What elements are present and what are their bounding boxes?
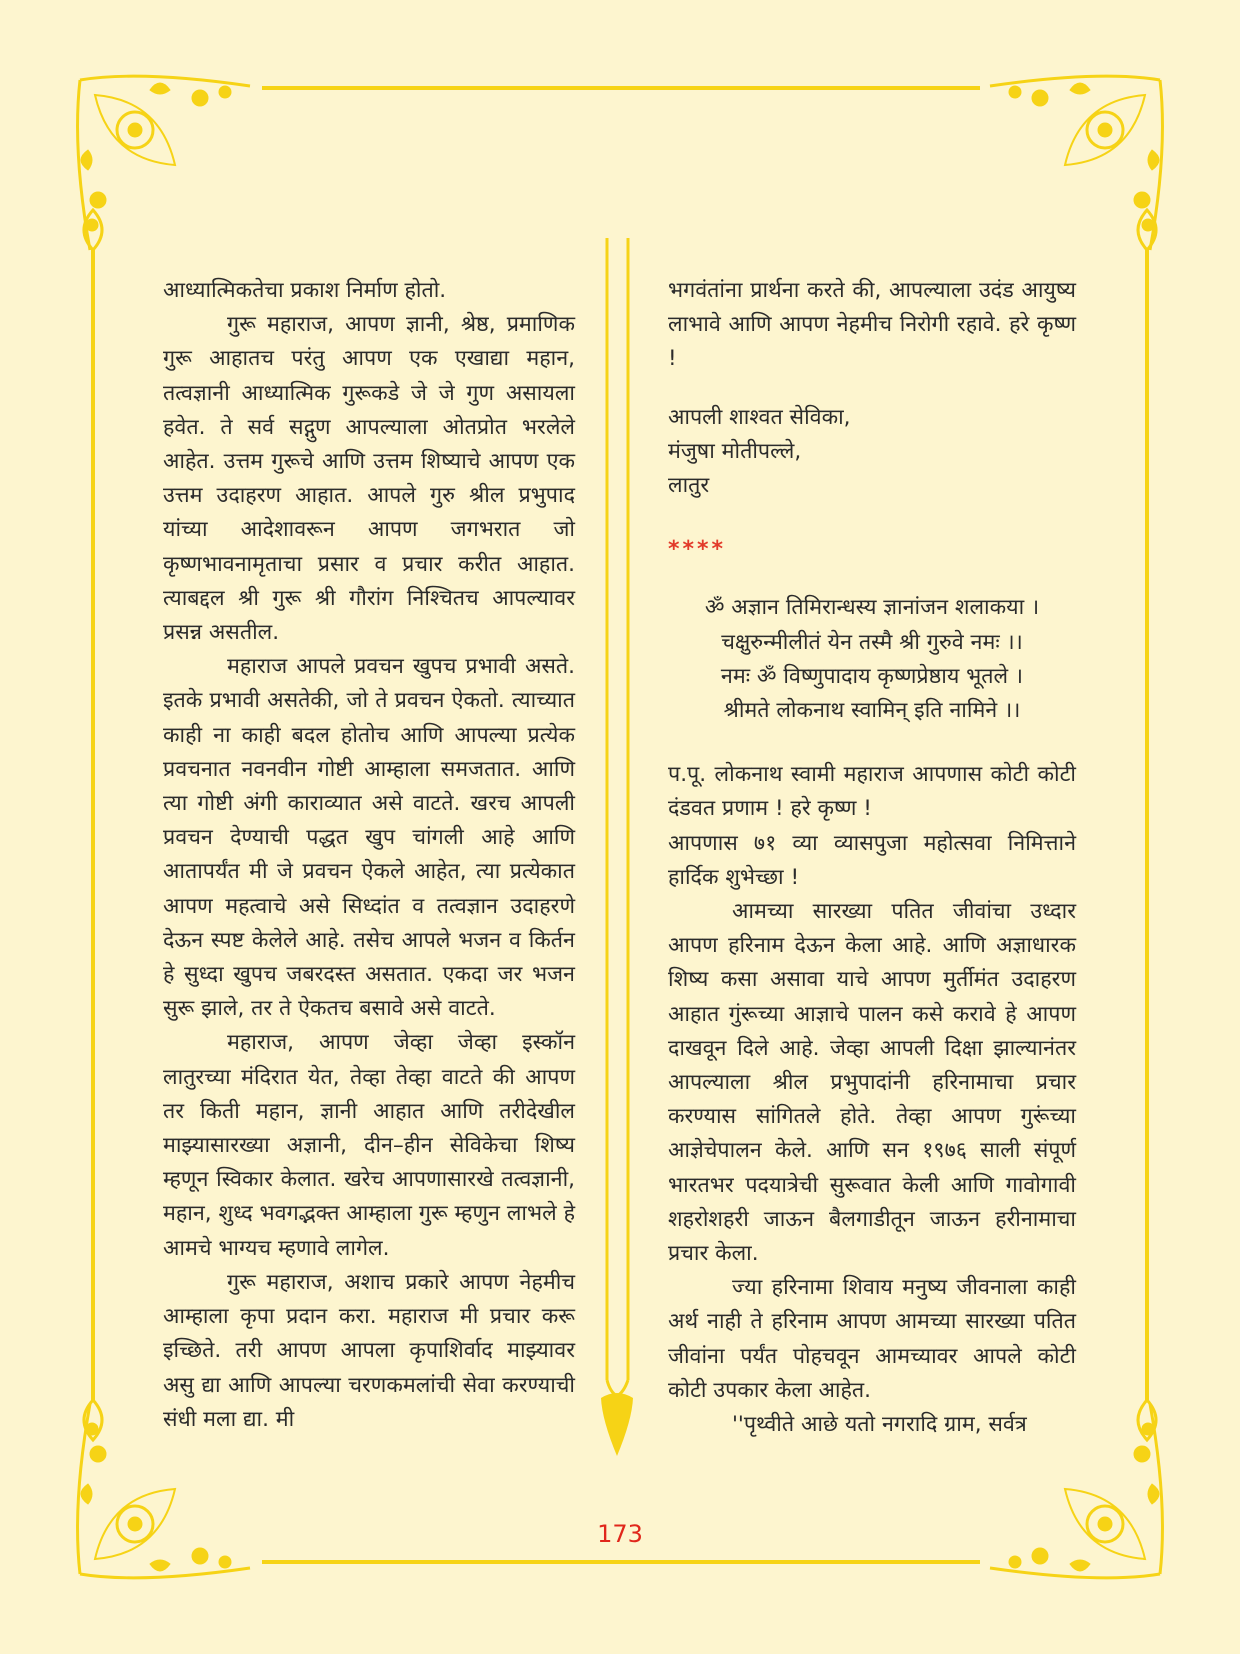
right-paragraph-prayer: भगवंतांना प्रार्थना करते की, आपल्याला उदंड आयुष्य लाभावे आणि आपण नेहमीच निरोगी रहावे. हरे कृष्ण ! xyxy=(668,278,1076,372)
sanskrit-verse xyxy=(668,591,1076,728)
right-paragraph-greeting: प.पू. लोकनाथ स्वामी महाराज आपणास कोटी कोटी दंडवत प्रणाम ! हरे कृष्ण ! xyxy=(668,762,1076,822)
left-paragraph-1: गुरू महाराज, आपण ज्ञानी, श्रेष्ठ, प्रमाणिक गुरू आहातच परंतु आपण एक एखाद्या महान, तत्वज्ञानी आध्यात्मिक गुरूकडे जे जे गुण असायला हवेत. ते सर्व सद्गुण आपल्याला ओतप्रोत भरलेले आहेत. उत्तम गुरूचे आणि उत्तम शिष्याचे आपण एक उत्तम उदाहरण आहात. आपले गुरु श्रील प्रभुपाद यांच्या आदेशावरून आपण जगभरात जो कृष्णभावनामृताचा प्रसार व प्रचार करीत आहात. त्याबद्दल श्री गुरू श्री गौरांग निश्चितच आपल्यावर प्रसन्न असतील. xyxy=(163,312,575,646)
verse-line-4: श्रीमते लोकनाथ स्वामिन् इति नामिने ।। xyxy=(723,698,1021,724)
signature-name: मंजुषा मोतीपल्ले, xyxy=(668,438,802,464)
left-paragraph-intro: आध्यात्मिकतेचा प्रकाश निर्माण होतो. xyxy=(163,278,447,303)
section-separator-stars: **** xyxy=(668,537,727,563)
corner-ornament-top-right xyxy=(990,76,1162,250)
verse-line-1: ॐ अज्ञान तिमिरान्धस्य ज्ञानांजन शलाकया । xyxy=(704,595,1040,621)
right-paragraph-3: आमच्या सारख्या पतित जीवांचा उध्दार आपण हरिनाम देऊन केला आहे. आणि अज्ञाधारक शिष्य कसा असावा याचे आपण मुर्तीमंत उदाहरण आहात गुंरूच्या आज्ञाचे पालन कसे करावे हे आपण दाखवून दिले आहे. जेव्हा आपली दिक्षा झाल्यानंतर आपल्याला श्रील प्रभुपादांनी हरिनामाचा प्रचार करण्यास सांगितले होते. तेव्हा आपण गुरूंच्या आज्ञेचेपालन केले. आणि सन १९७६ साली संपूर्ण भारतभर पदयात्रेची सुरूवात केली आणि गावोगावी शहरोशहरी जाऊन बैलगाडीतून जाऊन हरीनामाचा प्रचार केला. xyxy=(668,899,1076,1267)
signature-place: लातुर xyxy=(668,473,710,499)
right-paragraph-4: ज्या हरिनामा शिवाय मनुष्य जीवनाला काही अर्थ नाही ते हरिनाम आपण आमच्या सारख्या पतित जीवांना पर्यंत पोहचवून आमच्यावर आपले कोटी कोटी उपकार केला आहेत. xyxy=(668,1275,1076,1403)
verse-line-3: नमः ॐ विष्णुपादाय कृष्णप्रेष्ठाय भूतले । xyxy=(720,663,1024,689)
divider-drop-ornament xyxy=(601,1393,633,1456)
left-column xyxy=(163,274,575,1437)
left-paragraph-3: महाराज, आपण जेव्हा जेव्हा इस्कॉन लातुरच्या मंदिरात येत, तेव्हा तेव्हा वाटते की आपण तर किती महान, ज्ञानी आहात आणि तरीदेखील माझ्यासारख्या अज्ञानी, दीन–हीन सेविकेचा शिष्य म्हणून स्विकार केलात. खरेच आपणासारखे तत्वज्ञानी, महान, शुध्द भवगद्भक्त आम्हाला गुरू म्हणुन लाभले हे आमचे भाग्यच म्हणावे लागेल. xyxy=(163,1030,575,1261)
corner-ornament-top-left xyxy=(78,76,250,250)
verse-line-2: चक्षुरुन्मीलीतं येन तस्मै श्री गुरुवे नमः ।। xyxy=(721,629,1023,655)
right-column xyxy=(668,274,1076,1442)
left-paragraph-2: महाराज आपले प्रवचन खुपच प्रभावी असते. इतके प्रभावी असतेकी, जो ते प्रवचन ऐकतो. त्याच्यात काही ना काही बदल होतोच आणि आपल्या प्रत्येक प्रवचनात नवनवीन गोष्टी आम्हाला समजतात. आणि त्या गोष्टी अंगी काराव्यात असे वाटते. खरच आपली प्रवचन देण्याची पद्धत खुप चांगली आहे आणि आतापर्यंत मी जे प्रवचन ऐकले आहेत, त्या प्रत्येकात आपण महत्वाचे असे सिध्दांत व तत्वज्ञान उदाहरणे देऊन स्पष्ट केलेले आहे. तसेच आपले भजन व किर्तन हे सुध्दा खुपच जबरदस्त असतात. एकदा जर भजन सुरू झाले, तर ते ऐकतच बसावे असे वाटते. xyxy=(163,654,575,1022)
left-paragraph-4: गुरू महाराज, अशाच प्रकारे आपण नेहमीच आम्हाला कृपा प्रदान करा. महाराज मी प्रचार करू इच्छिते. तरी आपण आपला कृपाशिर्वाद माझ्यावर असु द्या आणि आपल्या चरणकमलांची सेवा करण्याची संधी मला द्या. मी xyxy=(163,1269,575,1432)
page-number: 173 xyxy=(597,1520,643,1548)
right-paragraph-wishes: आपणास ७१ व्या व्यासपुजा महोत्सवा निमित्ताने हार्दिक शुभेच्छा ! xyxy=(668,830,1076,890)
right-paragraph-5: ''पृथ्वीते आछे यतो नगरादि ग्राम, सर्वत्र xyxy=(732,1412,1027,1438)
signature-line-1: आपली शाश्वत सेविका, xyxy=(668,404,851,430)
